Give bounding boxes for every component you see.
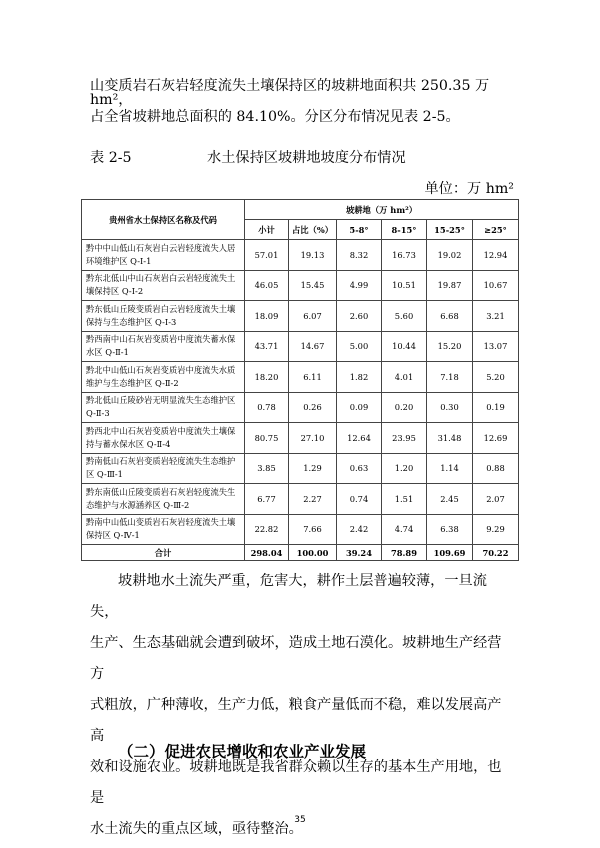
value-cell: 6.11 — [289, 362, 337, 393]
value-cell: 22.82 — [245, 514, 289, 545]
table-row — [82, 362, 519, 393]
value-cell: 3.21 — [473, 301, 519, 332]
value-cell: 4.74 — [382, 514, 427, 545]
value-cell: 19.13 — [289, 240, 337, 271]
value-cell: 15.45 — [289, 270, 337, 301]
table-number: 表 2-5 — [90, 150, 132, 166]
header-col: 占比（%） — [289, 220, 337, 240]
value-cell: 298.04 — [245, 545, 289, 561]
region-name-cell: 黔西北中山石灰岩变质岩中度流失土壤保持与蓄水保水区 Q-Ⅱ-4 — [82, 423, 245, 454]
value-cell: 13.07 — [473, 331, 519, 362]
header-slope-group: 坡耕地（万 hm²） — [245, 200, 519, 220]
value-cell: 23.95 — [382, 423, 427, 454]
value-cell: 0.78 — [245, 392, 289, 423]
value-cell: 8.32 — [337, 240, 382, 271]
body-line: 坡耕地水土流失严重，危害大，耕作土层普遍较薄，一旦流失， — [90, 573, 487, 620]
value-cell: 12.64 — [337, 423, 382, 454]
value-cell: 109.69 — [427, 545, 473, 561]
value-cell: 0.30 — [427, 392, 473, 423]
region-name-cell: 合计 — [82, 545, 245, 561]
value-cell: 70.22 — [473, 545, 519, 561]
value-cell: 0.74 — [337, 484, 382, 515]
value-cell: 27.10 — [289, 423, 337, 454]
value-cell: 5.60 — [382, 301, 427, 332]
value-cell: 1.14 — [427, 453, 473, 484]
value-cell: 2.60 — [337, 301, 382, 332]
region-name-cell: 黔中中山低山石灰岩白云岩轻度流失人居环境维护区 Q-Ⅰ-1 — [82, 240, 245, 271]
value-cell: 4.99 — [337, 270, 382, 301]
value-cell: 9.29 — [473, 514, 519, 545]
header-col: 15-25° — [427, 220, 473, 240]
value-cell: 78.89 — [382, 545, 427, 561]
region-name-cell: 黔东北低山中山石灰岩白云岩轻度流失土壤保持区 Q-Ⅰ-2 — [82, 270, 245, 301]
body-line: 水土流失的重点区域，亟待整治。 — [90, 821, 303, 837]
value-cell: 14.67 — [289, 331, 337, 362]
table-row — [82, 423, 519, 454]
table-row — [82, 453, 519, 484]
value-cell: 2.27 — [289, 484, 337, 515]
table-row — [82, 301, 519, 332]
value-cell: 15.20 — [427, 331, 473, 362]
value-cell: 10.44 — [382, 331, 427, 362]
value-cell: 7.66 — [289, 514, 337, 545]
header-region-name: 贵州省水土保持区名称及代码 — [82, 200, 245, 240]
value-cell: 0.88 — [473, 453, 519, 484]
value-cell: 57.01 — [245, 240, 289, 271]
value-cell: 16.73 — [382, 240, 427, 271]
table-total-row — [82, 545, 519, 561]
value-cell: 6.38 — [427, 514, 473, 545]
table-row — [82, 270, 519, 301]
value-cell: 100.00 — [289, 545, 337, 561]
value-cell: 2.45 — [427, 484, 473, 515]
value-cell: 0.63 — [337, 453, 382, 484]
value-cell: 10.51 — [382, 270, 427, 301]
value-cell: 0.20 — [382, 392, 427, 423]
value-cell: 1.51 — [382, 484, 427, 515]
body-line: 式粗放，广种薄收，生产力低，粮食产量低而不稳，难以发展高产高 — [90, 697, 502, 744]
value-cell: 18.20 — [245, 362, 289, 393]
value-cell: 31.48 — [427, 423, 473, 454]
intro-line-1: 山变质岩石灰岩轻度流失土壤保持区的坡耕地面积共 250.35 万 hm²， — [90, 78, 490, 108]
intro-line-2: 占全省坡耕地总面积的 84.10%。分区分布情况见表 2-5。 — [90, 109, 460, 125]
value-cell: 1.82 — [337, 362, 382, 393]
region-name-cell: 黔东低山丘陵变质岩白云岩轻度流失土壤保持与生态维护区 Q-Ⅰ-3 — [82, 301, 245, 332]
region-name-cell: 黔北低山丘陵砂岩无明显流失生态维护区 Q-Ⅱ-3 — [82, 392, 245, 423]
value-cell: 12.94 — [473, 240, 519, 271]
value-cell: 1.20 — [382, 453, 427, 484]
value-cell: 46.05 — [245, 270, 289, 301]
region-name-cell: 黔南低山石灰岩变质岩轻度流失生态维护区 Q-Ⅲ-1 — [82, 453, 245, 484]
region-name-cell: 黔东南低山丘陵变质岩石灰岩轻度流失生态维护与水源涵养区 Q-Ⅲ-2 — [82, 484, 245, 515]
value-cell: 19.87 — [427, 270, 473, 301]
value-cell: 7.18 — [427, 362, 473, 393]
value-cell: 10.67 — [473, 270, 519, 301]
value-cell: 3.85 — [245, 453, 289, 484]
value-cell: 18.09 — [245, 301, 289, 332]
value-cell: 6.68 — [427, 301, 473, 332]
value-cell: 5.00 — [337, 331, 382, 362]
value-cell: 4.01 — [382, 362, 427, 393]
header-col: ≥25° — [473, 220, 519, 240]
value-cell: 0.19 — [473, 392, 519, 423]
header-col: 小计 — [245, 220, 289, 240]
value-cell: 1.29 — [289, 453, 337, 484]
table-row — [82, 392, 519, 423]
value-cell: 0.26 — [289, 392, 337, 423]
value-cell: 12.69 — [473, 423, 519, 454]
table-row — [82, 514, 519, 545]
header-col: 8-15° — [382, 220, 427, 240]
slope-distribution-table — [81, 199, 519, 561]
header-col: 5-8° — [337, 220, 382, 240]
table-unit: 单位：万 hm² — [424, 181, 514, 197]
value-cell: 19.02 — [427, 240, 473, 271]
table-row — [82, 240, 519, 271]
value-cell: 5.20 — [473, 362, 519, 393]
value-cell: 39.24 — [337, 545, 382, 561]
value-cell: 2.07 — [473, 484, 519, 515]
region-name-cell: 黔西南中山石灰岩变质岩中度流失蓄水保水区 Q-Ⅱ-1 — [82, 331, 245, 362]
table-body — [82, 240, 519, 561]
value-cell: 2.42 — [337, 514, 382, 545]
table-row — [82, 484, 519, 515]
section-heading: （二）促进农民增收和农业产业发展 — [118, 742, 367, 761]
value-cell: 6.77 — [245, 484, 289, 515]
table-row — [82, 331, 519, 362]
value-cell: 6.07 — [289, 301, 337, 332]
value-cell: 0.09 — [337, 392, 382, 423]
region-name-cell: 黔南中山低山变质岩石灰岩轻度流失土壤保持区 Q-Ⅳ-1 — [82, 514, 245, 545]
table-title: 水土保持区坡耕地坡度分布情况 — [207, 150, 406, 166]
value-cell: 80.75 — [245, 423, 289, 454]
value-cell: 43.71 — [245, 331, 289, 362]
body-line: 生产、生态基础就会遭到破坏，造成土地石漠化。坡耕地生产经营方 — [90, 635, 502, 682]
page-number: 35 — [294, 815, 306, 825]
body-paragraph — [90, 566, 514, 845]
body-line: 效和设施农业。坡耕地既是我省群众赖以生存的基本生产用地，也是 — [90, 759, 502, 806]
region-name-cell: 黔北中山低山石灰岩变质岩中度流失水质维护与生态维护区 Q-Ⅱ-2 — [82, 362, 245, 393]
